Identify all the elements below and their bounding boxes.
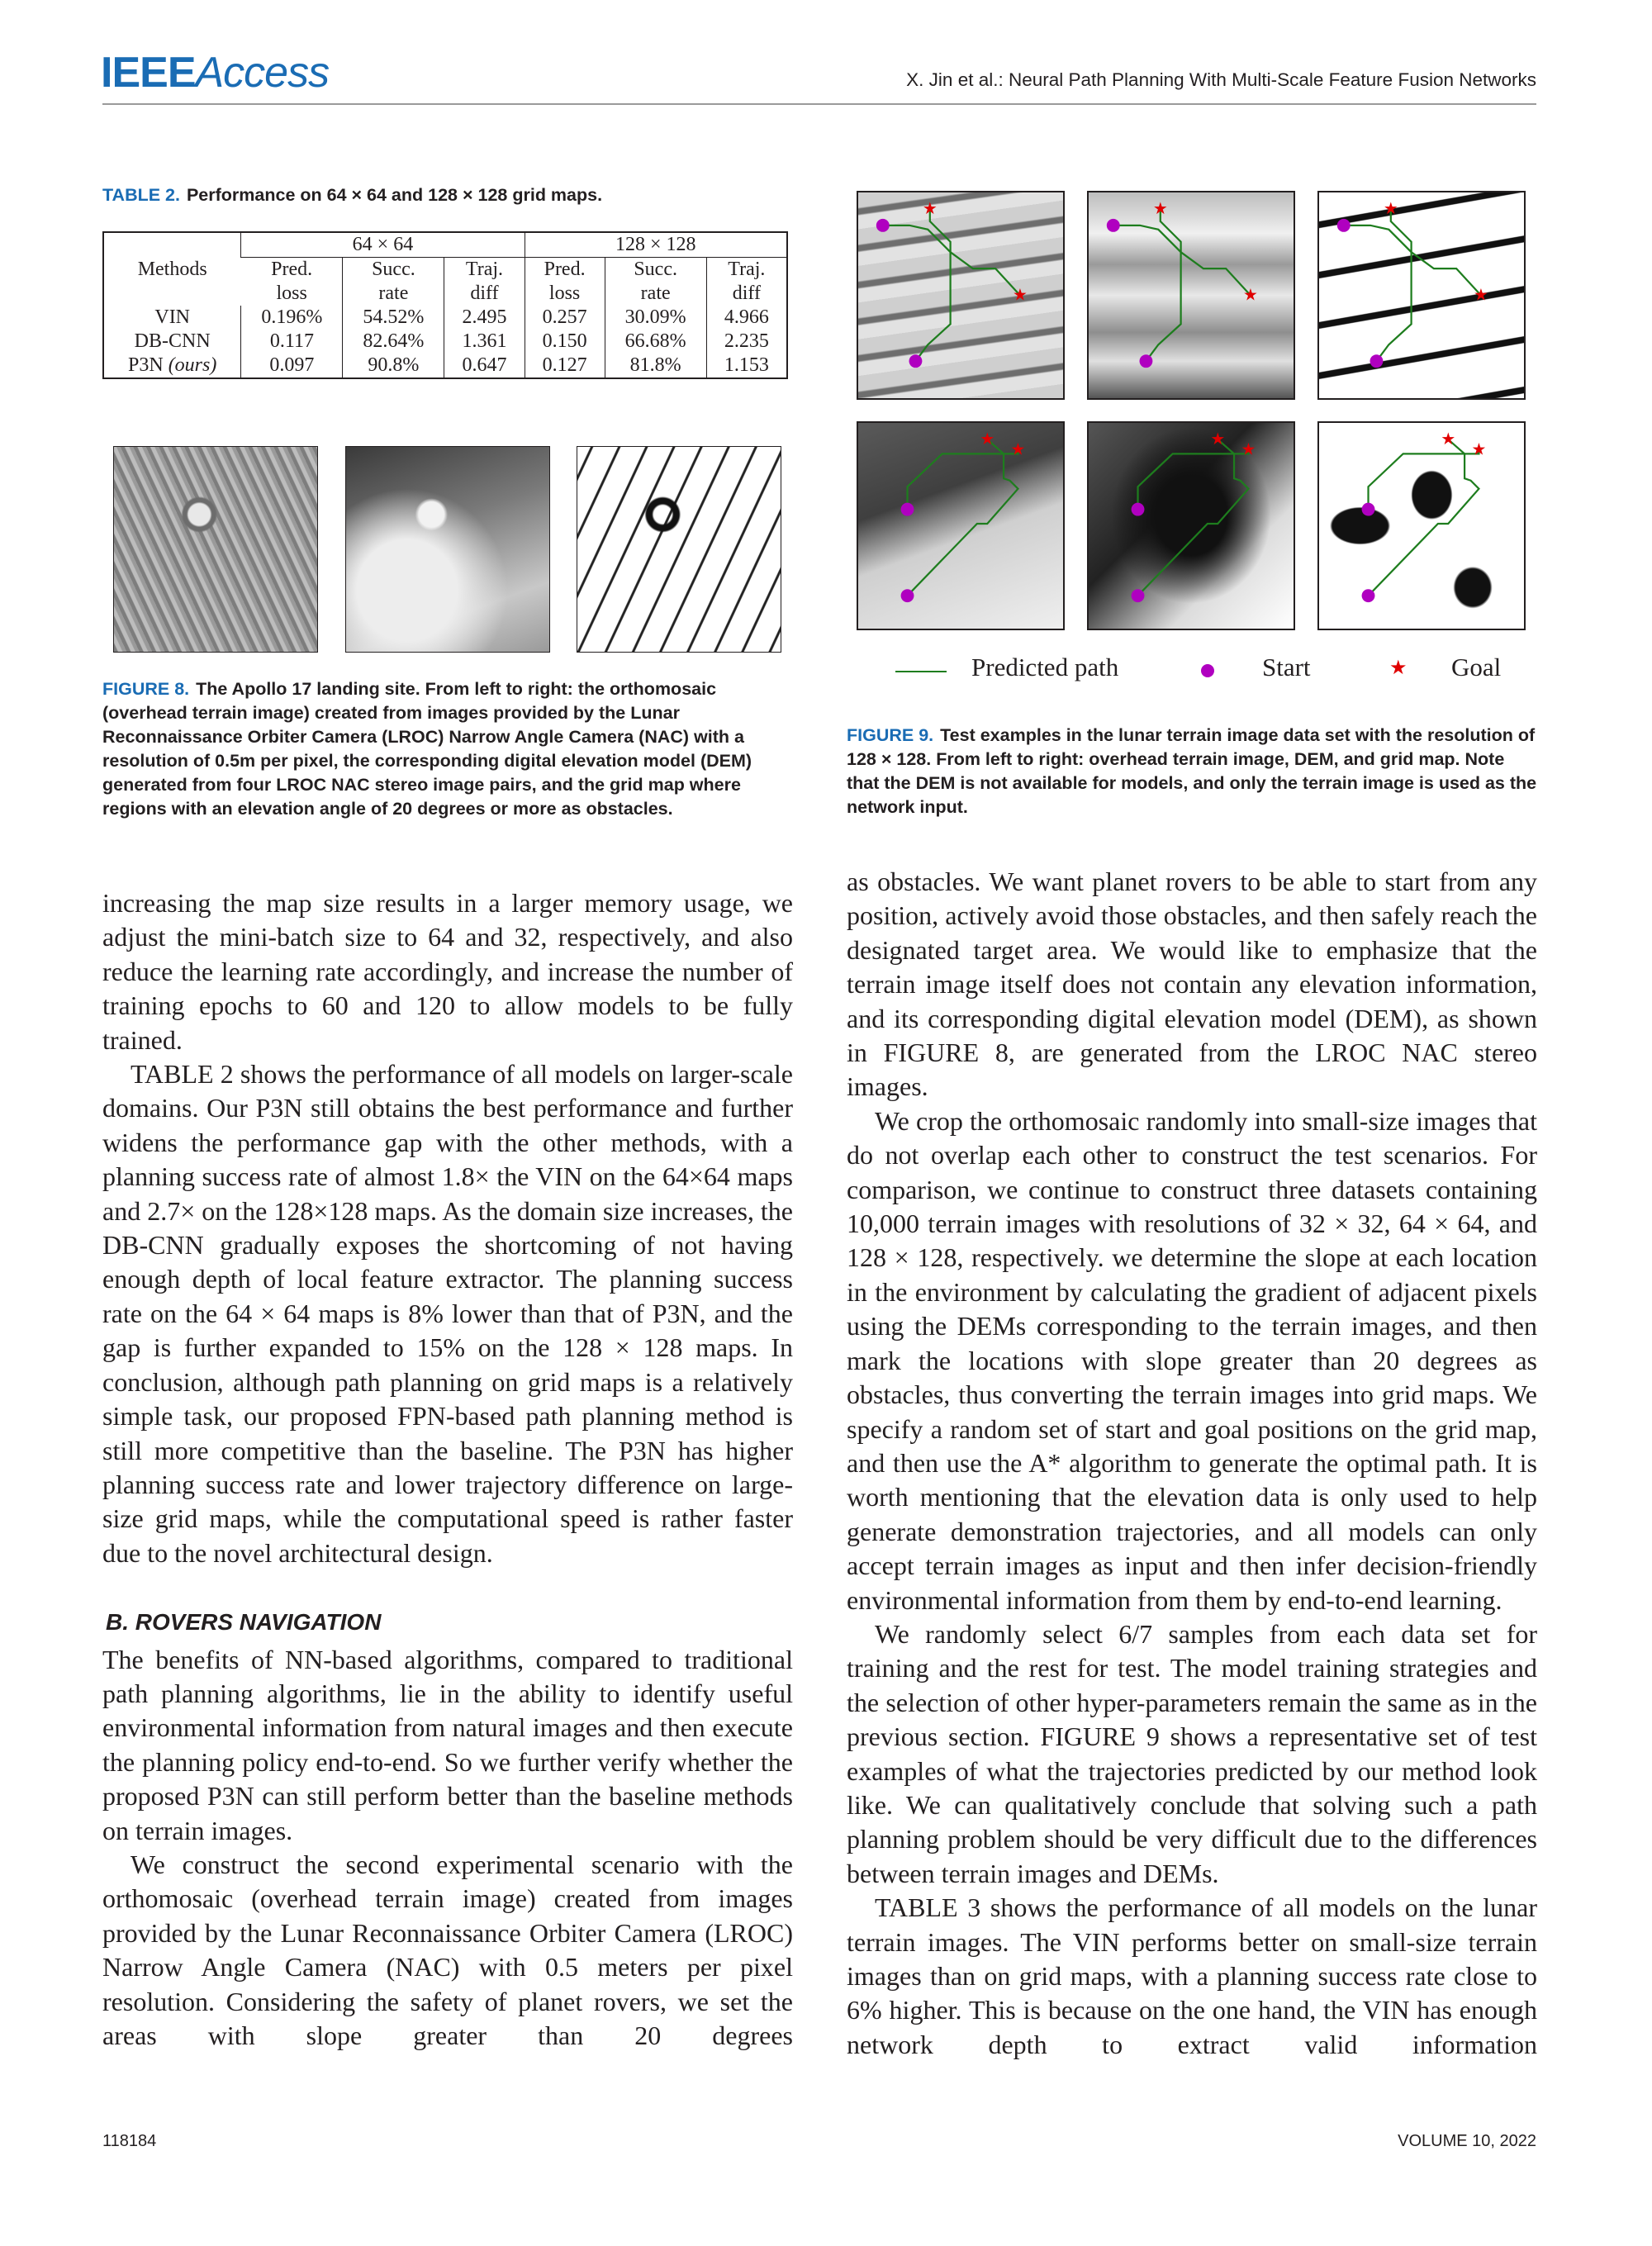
path-overlay bbox=[1319, 192, 1524, 398]
predicted-path-line bbox=[1113, 226, 1251, 296]
fig9-grid-map-image-row1 bbox=[1317, 191, 1526, 400]
start-marker bbox=[1107, 219, 1120, 232]
table-row bbox=[103, 306, 787, 330]
header-line: rate bbox=[378, 283, 409, 304]
predicted-path-line bbox=[908, 439, 1018, 596]
paragraph: The benefits of NN-based algorithms, compared to traditional path planning algorithms, lie in the ability to identify useful environmental information from natural images and then execute the planning policy end-to-end. So we further verify whether the proposed P3N can still perform better than the baseline methods on terrain images. bbox=[102, 1644, 793, 1845]
page-number: 118184 bbox=[102, 2132, 157, 2150]
column-header bbox=[343, 258, 444, 306]
legend-start-label: Start bbox=[1262, 653, 1311, 681]
fig9-grid-map-image-row2 bbox=[1317, 421, 1526, 630]
path-overlay bbox=[1089, 423, 1294, 629]
predicted-path-line bbox=[1138, 439, 1249, 596]
start-marker bbox=[876, 219, 890, 232]
value-cell: 30.09% bbox=[605, 306, 706, 330]
table-row bbox=[103, 330, 787, 354]
path-overlay bbox=[1089, 192, 1294, 398]
start-marker bbox=[1337, 219, 1351, 232]
method-name: P3N bbox=[128, 354, 169, 376]
figure8-caption bbox=[102, 677, 793, 821]
header-line: Pred. bbox=[271, 259, 313, 280]
value-cell: 0.127 bbox=[525, 354, 605, 378]
start-marker bbox=[1370, 354, 1384, 368]
predicted-path-line bbox=[1146, 209, 1180, 361]
predicted-path-line bbox=[1138, 449, 1249, 509]
paragraph: TABLE 2 shows the performance of all models on larger-scale domains. Our P3N still obtains the best performance and further widens the performance gap with the other methods, with a planning success rate of almost 1.8× the VIN on the 64×64 maps and 2.7× on the 128×128 maps. As the domain size increases, the DB-CNN gradually exposes the shortcoming of not having enough depth of local feature extractor. The planning success rate on the 64 × 64 maps is 8% lower than that of P3N, and the gap is further expanded to 15% on the 128 × 128 maps. In conclusion, although path planning on grid maps is a relatively simple task, our proposed FPN-based path planning method is still more competitive than the baseline. The P3N has higher planning success rate and lower trajectory difference on large-size grid maps, while the computational speed is rather faster due to the novel architectural design. bbox=[102, 1059, 793, 1568]
header-line: loss bbox=[548, 283, 581, 304]
value-cell: 0.097 bbox=[241, 354, 343, 378]
goal-star-icon: ★ bbox=[1383, 200, 1398, 219]
right-column bbox=[847, 865, 1537, 2062]
goal-star-icon: ★ bbox=[1474, 286, 1488, 305]
table-row bbox=[103, 354, 787, 378]
column-header bbox=[444, 258, 525, 306]
fig8-dem-image bbox=[345, 446, 550, 653]
goal-star-icon: ★ bbox=[1210, 430, 1226, 449]
paragraph: as obstacles. We want planet rovers to be able to start from any position, actively avoid those obstacles, and then safely reach the designated target area. We would like to emphasize that the terrain image itself does not contain any elevation information, and its corresponding digital elevation model (DEM), as shown in FIGURE 8, are generated from the LROC NAC stereo images. bbox=[847, 867, 1537, 1102]
paragraph: We construct the second experimental scenario with the orthomosaic (overhead terrain image) created from images provided by the Lunar Reconnaissance Orbiter Camera (LROC) Narrow Angle Camera (NAC) with 0.5 meters per pixel resolution. Considering the safety of planet rovers, we set the areas with slope greater than 20 degrees bbox=[102, 1849, 793, 2050]
path-overlay bbox=[858, 192, 1063, 398]
header-line: Traj. bbox=[728, 259, 766, 280]
value-cell: 66.68% bbox=[605, 330, 706, 354]
goal-star-icon: ★ bbox=[1441, 430, 1456, 449]
figure8-label: FIGURE 8. bbox=[102, 679, 190, 699]
column-header bbox=[241, 258, 343, 306]
header-line: Pred. bbox=[544, 259, 586, 280]
legend-path-line-icon bbox=[895, 671, 947, 672]
paragraph: TABLE 3 shows the performance of all models on the lunar terrain images. The VIN performs better on small-size terrain images than on grid maps, with a planning success rate close to 6% higher. This is because on the one hand, the VIN has enough network depth to extract valid information bbox=[847, 1892, 1537, 2059]
predicted-path-line bbox=[883, 226, 1020, 296]
figure9-caption-text: Test examples in the lunar terrain image data set with the resolution of 128 × 128. From left to right: overhead terrain image, DEM, and grid map. Note that the DEM is not available for models, and only the terrain image is used as the network input. bbox=[847, 725, 1537, 817]
goal-star-icon: ★ bbox=[1152, 200, 1168, 219]
legend-path-label: Predicted path bbox=[971, 653, 1119, 681]
header-line: diff bbox=[470, 283, 499, 304]
value-cell: 1.361 bbox=[444, 330, 525, 354]
header-line: Traj. bbox=[465, 259, 504, 280]
start-marker bbox=[901, 503, 914, 516]
goal-star-icon: ★ bbox=[1471, 440, 1487, 459]
fig9-dem-image-row2 bbox=[1087, 421, 1295, 630]
volume-info: VOLUME 10, 2022 bbox=[1398, 2132, 1536, 2150]
value-cell: 4.966 bbox=[706, 306, 787, 330]
predicted-path-line bbox=[1344, 226, 1481, 296]
value-cell: 81.8% bbox=[605, 354, 706, 378]
group-header: 64 × 64 bbox=[241, 232, 525, 258]
value-cell: 0.647 bbox=[444, 354, 525, 378]
goal-star-icon: ★ bbox=[922, 200, 938, 219]
column-header bbox=[706, 258, 787, 306]
table2-caption bbox=[102, 183, 602, 207]
figure8-caption-text: The Apollo 17 landing site. From left to right: the orthomosaic (overhead terrain image) created from images provided by the Lunar Reconnaissance Orbiter Camera (LROC) Narrow Angle Camera (NAC) with a resolution of 0.5m per pixel, the corresponding digital elevation model (DEM) generated from four LROC NAC stereo image pairs, and the grid map where regions with an elevation angle of 20 degrees or more as obstacles. bbox=[102, 679, 752, 819]
fig8-orthomosaic-image bbox=[113, 446, 318, 653]
legend-goal-label: Goal bbox=[1451, 653, 1502, 681]
predicted-path-line bbox=[908, 449, 1018, 509]
fig8-grid-map-image bbox=[577, 446, 781, 653]
fig9-dem-image-row1 bbox=[1087, 191, 1295, 400]
method-name: DB-CNN bbox=[134, 330, 211, 352]
goal-star-icon: ★ bbox=[980, 430, 995, 449]
goal-star-icon: ★ bbox=[1013, 286, 1028, 305]
value-cell: 54.52% bbox=[343, 306, 444, 330]
legend-goal-star-icon: ★ bbox=[1389, 658, 1408, 679]
predicted-path-line bbox=[1369, 439, 1479, 596]
path-overlay bbox=[1319, 423, 1524, 629]
paragraph: We crop the orthomosaic randomly into small-size images that do not overlap each other to construct the test scenarios. For comparison, we continue to construct three datasets containing 10,000 terrain images with resolutions of 32 × 32, 64 × 64, and 128 × 128, respectively. we determine the slope at each location in the environment by calculating the gradient of adjacent pixels using the DEMs corresponding to the terrain images, and then mark the locations with slope greater than 20 degrees as obstacles, thus converting the terrain images into grid maps. We specify a random set of start and goal positions on the grid map, and then use the A* algorithm to generate the optimal path. It is worth mentioning that the elevation data is only used to help generate demonstration trajectories, and all models can only accept terrain images as input and then infer decision-friendly environmental information from them by end-to-end learning. bbox=[847, 1105, 1537, 1615]
method-cell bbox=[103, 354, 241, 378]
left-column bbox=[102, 886, 793, 2053]
value-cell: 1.153 bbox=[706, 354, 787, 378]
journal-logo bbox=[101, 48, 329, 97]
figure9-legend bbox=[892, 653, 1553, 694]
value-cell: 0.196% bbox=[241, 306, 343, 330]
method-name: VIN bbox=[154, 306, 191, 328]
logo-access: Access bbox=[195, 49, 330, 97]
figure9-caption bbox=[847, 724, 1537, 819]
start-marker bbox=[901, 589, 914, 602]
header-divider bbox=[102, 103, 1536, 105]
header-line: Succ. bbox=[372, 259, 415, 280]
value-cell: 2.495 bbox=[444, 306, 525, 330]
logo-ieee: IEEE bbox=[101, 49, 196, 97]
value-cell: 0.117 bbox=[241, 330, 343, 354]
table2-label: TABLE 2. bbox=[102, 185, 180, 205]
start-marker bbox=[1140, 354, 1153, 368]
predicted-path-line bbox=[1369, 449, 1479, 509]
paragraph: increasing the map size results in a larger memory usage, we adjust the mini-batch size to 64 and 32, respectively, and also reduce the learning rate accordingly, and increase the number of training epochs to 60 and 120 to allow models to be fully trained. bbox=[102, 888, 793, 1055]
legend-start-dot-icon bbox=[1201, 664, 1214, 677]
method-suffix: (ours) bbox=[168, 354, 217, 376]
header-line: rate bbox=[640, 283, 671, 304]
value-cell: 2.235 bbox=[706, 330, 787, 354]
paragraph: We randomly select 6/7 samples from each data set for training and the rest for test. The model training strategies and the selection of other hyper-parameters remain the same as in the previous section. FIGURE 9 shows a representative set of test examples of what the trajectories predicted by our method look like. We can qualitatively conclude that solving such a path planning problem should be very difficult due to the differences between terrain images and DEMs. bbox=[847, 1618, 1537, 1888]
fig9-terrain-image-row1 bbox=[857, 191, 1065, 400]
start-marker bbox=[1362, 503, 1375, 516]
goal-star-icon: ★ bbox=[1243, 286, 1258, 305]
goal-star-icon: ★ bbox=[1010, 440, 1026, 459]
value-cell: 0.150 bbox=[525, 330, 605, 354]
running-title: X. Jin et al.: Neural Path Planning With Multi-Scale Feature Fusion Networks bbox=[906, 69, 1536, 90]
path-overlay bbox=[858, 423, 1063, 629]
group-header: 128 × 128 bbox=[525, 232, 787, 258]
value-cell: 0.257 bbox=[525, 306, 605, 330]
value-cell: 82.64% bbox=[343, 330, 444, 354]
method-cell bbox=[103, 306, 241, 330]
header-line: loss bbox=[276, 283, 307, 304]
figure9-label: FIGURE 9. bbox=[847, 725, 934, 745]
header-line: diff bbox=[732, 283, 761, 304]
fig9-terrain-image-row2 bbox=[857, 421, 1065, 630]
table2-caption-text: Performance on 64 × 64 and 128 × 128 grid maps. bbox=[186, 185, 603, 205]
predicted-path-line bbox=[1376, 209, 1411, 361]
start-marker bbox=[1362, 589, 1375, 602]
table2 bbox=[102, 231, 788, 379]
start-marker bbox=[1132, 589, 1145, 602]
column-header bbox=[525, 258, 605, 306]
start-marker bbox=[1132, 503, 1145, 516]
section-heading: B. ROVERS NAVIGATION bbox=[106, 1609, 382, 1636]
start-marker bbox=[909, 354, 923, 368]
method-cell bbox=[103, 330, 241, 354]
column-header bbox=[605, 258, 706, 306]
value-cell: 90.8% bbox=[343, 354, 444, 378]
goal-star-icon: ★ bbox=[1241, 440, 1256, 459]
predicted-path-line bbox=[915, 209, 950, 361]
methods-header: Methods bbox=[137, 258, 207, 280]
header-line: Succ. bbox=[634, 259, 677, 280]
